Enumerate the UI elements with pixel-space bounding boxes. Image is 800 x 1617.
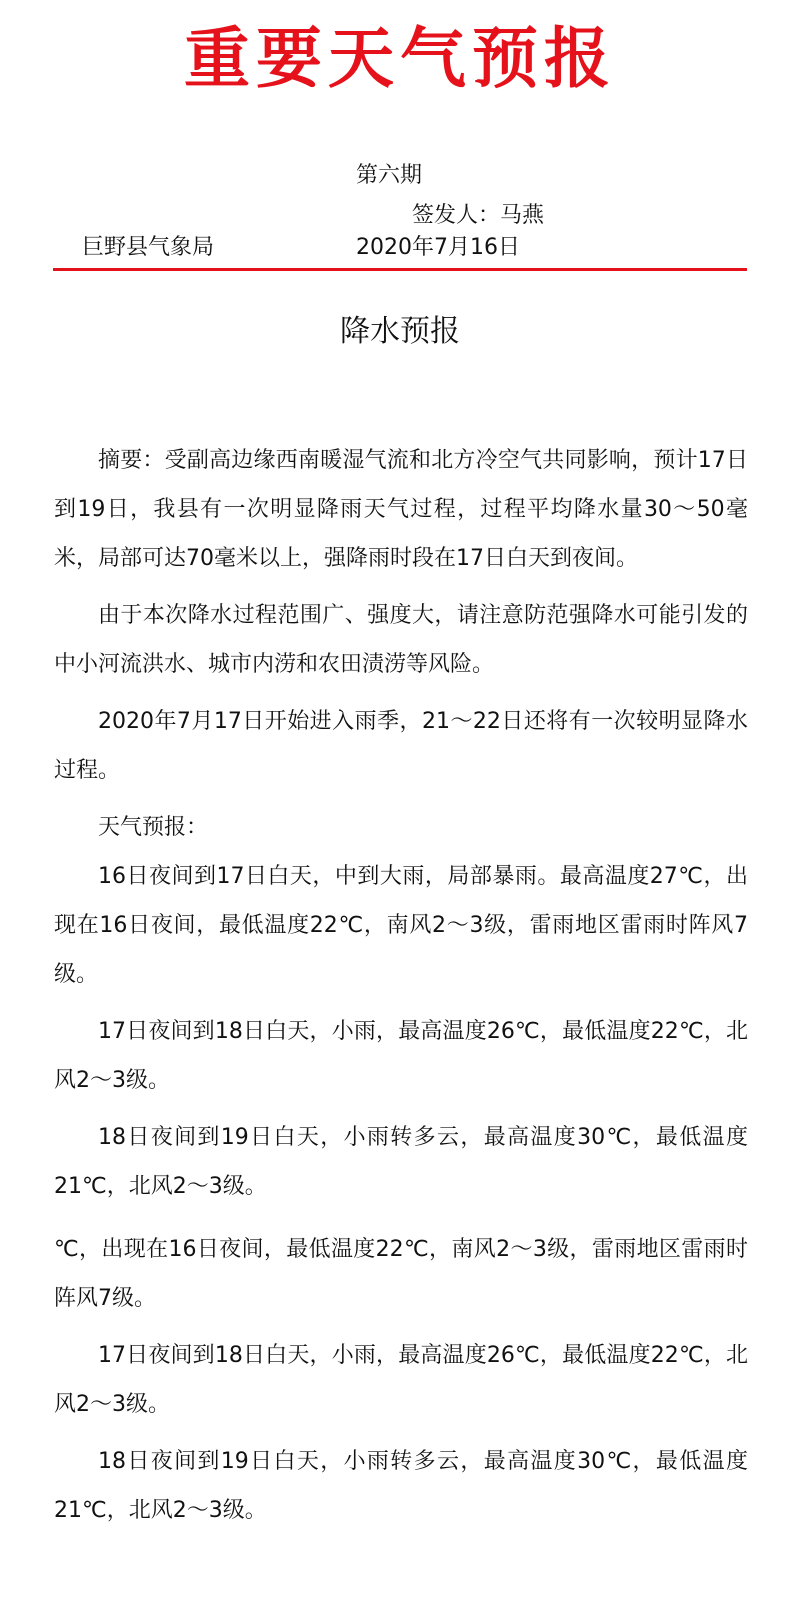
summary-paragraph: 摘要：受副高边缘西南暖湿气流和北方冷空气共同影响，预计17日到19日，我县有一次明显降雨天气过程，过程平均降水量30～50毫米，局部可达70毫米以上，强降雨时段在17日白天到夜间。 xyxy=(54,448,749,571)
issuing-bureau: 巨野县气象局 xyxy=(82,235,215,260)
document-title: 降水预报 xyxy=(340,314,460,349)
forecast-heading: 天气预报： xyxy=(98,815,209,840)
header-divider xyxy=(53,268,747,271)
warning-paragraph: 由于本次降水过程范围广、强度大，请注意防范强降水可能引发的中小河流洪水、城市内涝和农田渍涝等风险。 xyxy=(54,603,748,677)
document-body xyxy=(54,436,748,1535)
forecast-day-18-19-repeat: 18日夜间到19日白天，小雨转多云，最高温度30℃，最低温度21℃，北风2～3级。 xyxy=(54,1449,748,1523)
forecast-day-18-19: 18日夜间到19日白天，小雨转多云，最高温度30℃，最低温度21℃，北风2～3级。 xyxy=(54,1125,748,1199)
issue-date: 2020年7月16日 xyxy=(356,235,520,260)
rainy-season-paragraph: 2020年7月17日开始进入雨季，21～22日还将有一次较明显降水过程。 xyxy=(54,709,748,783)
forecast-day-17-18-repeat: 17日夜间到18日白天，小雨，最高温度26℃，最低温度22℃，北风2～3级。 xyxy=(54,1343,748,1417)
forecast-day-16-17-repeat: ℃，出现在16日夜间，最低温度22℃，南风2～3级，雷雨地区雷雨时阵风7级。 xyxy=(54,1237,748,1311)
forecast-day-17-18: 17日夜间到18日白天，小雨，最高温度26℃，最低温度22℃，北风2～3级。 xyxy=(54,1019,748,1093)
issue-number: 第六期 xyxy=(356,163,423,188)
forecast-day-16-17: 16日夜间到17日白天，中到大雨，局部暴雨。最高温度27℃，出现在16日夜间，最低温度22℃，南风2～3级，雷雨地区雷雨时阵风7级。 xyxy=(54,864,748,987)
signer: 签发人：马燕 xyxy=(412,203,545,228)
masthead-title: 重要天气预报 xyxy=(184,20,616,97)
